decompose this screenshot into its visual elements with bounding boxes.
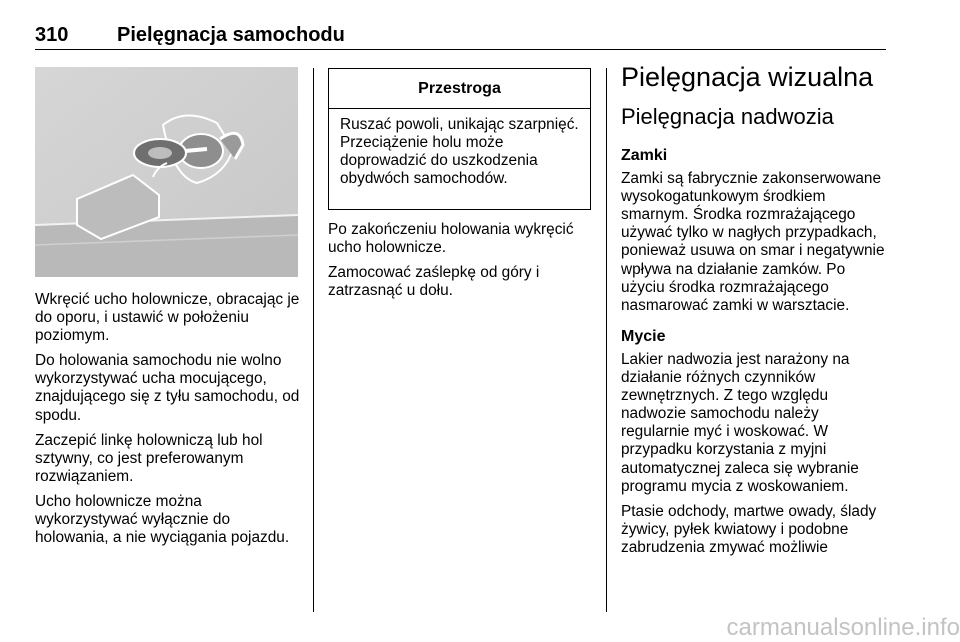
caution-box [328, 68, 591, 210]
caution-text: Ruszać powoli, unikając szarpnięć. Przeciążenie holu może doprowadzić do uszkodzenia obydwóch samochodów. [340, 116, 579, 188]
section-title: Pielęgnacja wizualna [621, 62, 874, 92]
column-2-text [328, 221, 596, 307]
paragraph: Ptasie odchody, martwe owady, ślady żywicy, pyłek kwiatowy i podobne zabrudzenia zmywać możliwie [621, 502, 877, 556]
column-divider-1 [313, 68, 314, 612]
paragraph: Zamocować zaślepkę od góry i zatrzasnąć u dołu. [328, 264, 540, 300]
caution-title: Przestroga [329, 69, 590, 109]
subsection-title: Pielęgnacja nadwozia [621, 104, 834, 129]
paragraph: Po zakończeniu holowania wykręcić ucho holownicze. [328, 221, 574, 257]
page-number: 310 [35, 24, 69, 46]
page-title: Pielęgnacja samochodu [117, 24, 345, 46]
column-1-text [35, 291, 305, 554]
page-header [35, 6, 886, 50]
paragraph: Do holowania samochodu nie wolno wykorzystywać ucha mocującego, znajdującego się z tyłu samochodu, od spodu. [35, 352, 300, 424]
paragraph: Zamki są fabrycznie zakonserwowane wysokogatunkowym środkiem smarnym. Środka rozmrażającego używać tylko w nagłych przypadkach, ponieważ usuwa on smar i negatywnie wpływa na działanie zamków. Po użyciu środka rozmrażającego nasmarować zamki w warsztacie. [621, 170, 885, 314]
header-rule [35, 49, 886, 50]
watermark: carmanualsonline.info [726, 614, 960, 641]
paragraph: Wkręcić ucho holownicze, obracając je do oporu, i ustawić w położeniu poziomym. [35, 291, 300, 345]
heading-washing: Mycie [621, 327, 666, 345]
paragraph: Lakier nadwozia jest narażony na działanie różnych czynników zewnętrznych. Z tego względu nadwozie samochodu należy regularnie myć i woskować. W przypadku korzystania z myjni automatycznej zaleca się wybranie programu mycia z woskowaniem. [621, 350, 859, 495]
tow-eye-drawing [35, 67, 298, 277]
paragraph: Zaczepić linkę holowniczą lub hol sztywny, co jest preferowanym rozwiązaniem. [35, 431, 263, 485]
paragraph: Ucho holownicze można wykorzystywać wyłącznie do holowania, a nie wyciągania pojazdu. [35, 492, 290, 547]
column-3-text [621, 147, 891, 564]
tow-eye-illustration [35, 67, 298, 277]
heading-locks: Zamki [621, 147, 668, 164]
column-divider-2 [606, 68, 607, 612]
